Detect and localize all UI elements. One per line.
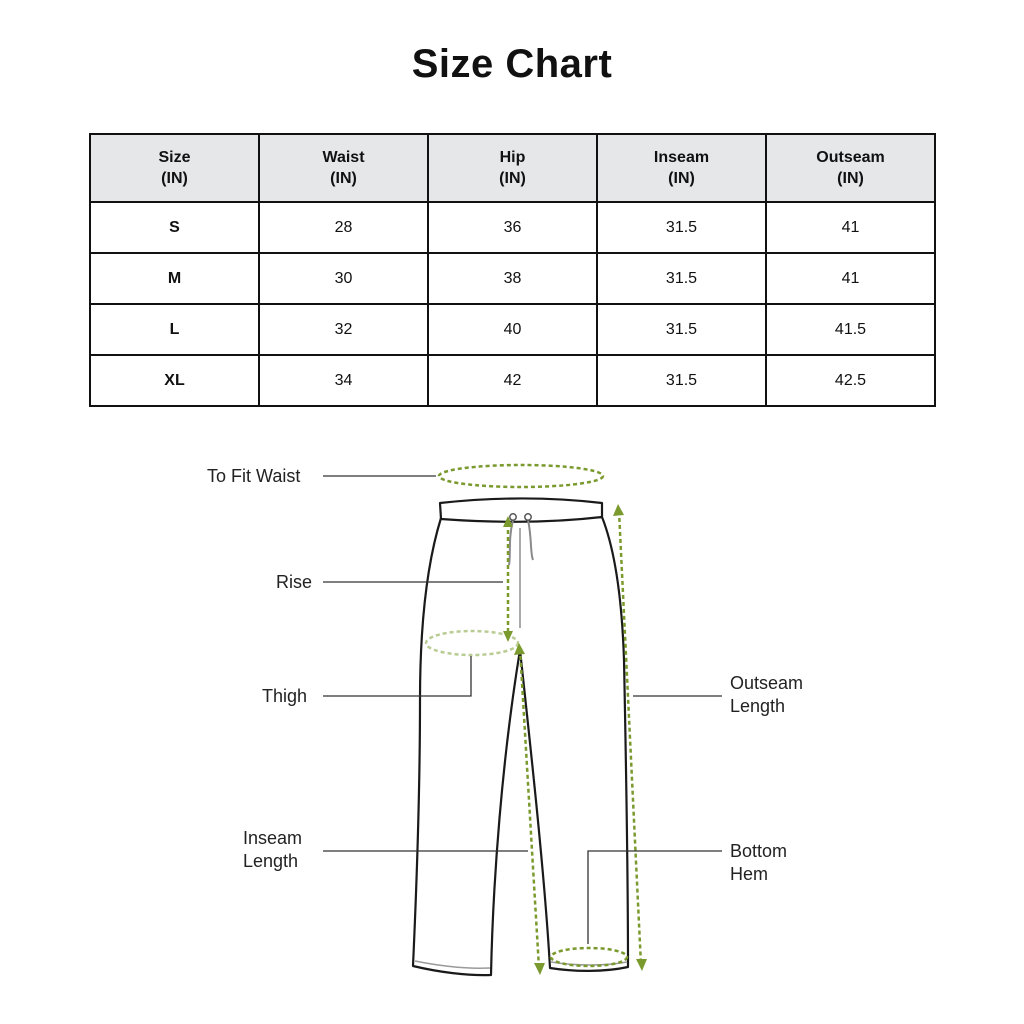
outseam-arrow-bottom bbox=[636, 959, 647, 971]
waistband bbox=[440, 499, 602, 522]
inseam-cell: 31.5 bbox=[597, 253, 766, 304]
header-waist: Waist (IN) bbox=[259, 134, 428, 202]
header-size: Size (IN) bbox=[90, 134, 259, 202]
outseam-cell: 41.5 bbox=[766, 304, 935, 355]
waist-cell: 34 bbox=[259, 355, 428, 406]
inseam-cell: 31.5 bbox=[597, 202, 766, 253]
waist-cell: 28 bbox=[259, 202, 428, 253]
size-cell: S bbox=[90, 202, 259, 253]
inseam-arrow-bottom bbox=[534, 963, 545, 975]
header-hip: Hip (IN) bbox=[428, 134, 597, 202]
outseam-cell: 41 bbox=[766, 202, 935, 253]
label-hem: Bottom Hem bbox=[730, 841, 788, 884]
header-outseam: Outseam (IN) bbox=[766, 134, 935, 202]
outseam-arrow-top bbox=[613, 504, 624, 516]
label-outseam: Outseam Length bbox=[730, 673, 804, 716]
waist-cell: 30 bbox=[259, 253, 428, 304]
hip-cell: 42 bbox=[428, 355, 597, 406]
size-cell: XL bbox=[90, 355, 259, 406]
inseam-cell: 31.5 bbox=[597, 304, 766, 355]
hip-cell: 38 bbox=[428, 253, 597, 304]
label-rise: Rise bbox=[276, 572, 313, 592]
outseam-cell: 41 bbox=[766, 253, 935, 304]
label-waist: To Fit Waist bbox=[207, 466, 301, 486]
label-thigh: Thigh bbox=[262, 686, 308, 706]
hip-cell: 36 bbox=[428, 202, 597, 253]
page-title: Size Chart bbox=[411, 42, 613, 86]
label-inseam: Inseam Length bbox=[243, 828, 303, 871]
hip-cell: 40 bbox=[428, 304, 597, 355]
size-cell: M bbox=[90, 253, 259, 304]
inseam-cell: 31.5 bbox=[597, 355, 766, 406]
header-inseam: Inseam (IN) bbox=[597, 134, 766, 202]
waist-measure bbox=[439, 465, 603, 487]
size-cell: L bbox=[90, 304, 259, 355]
waist-cell: 32 bbox=[259, 304, 428, 355]
outseam-cell: 42.5 bbox=[766, 355, 935, 406]
